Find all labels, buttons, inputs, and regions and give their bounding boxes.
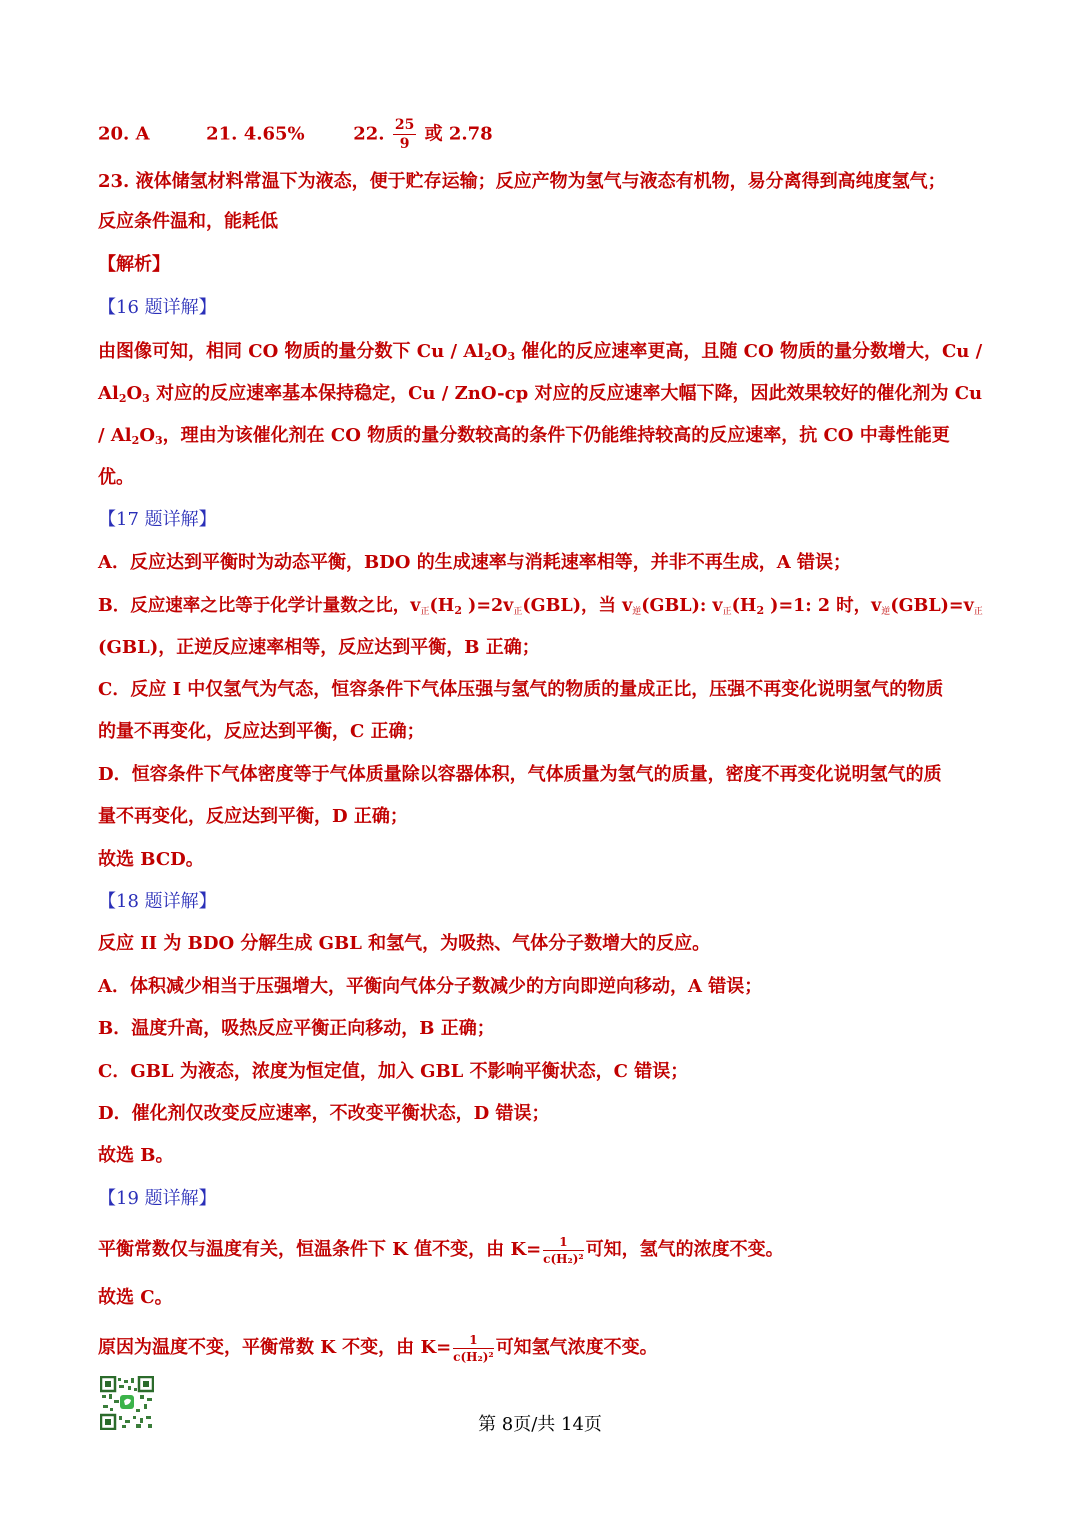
q19-line3 xyxy=(98,1328,658,1368)
subscript: 正 xyxy=(722,607,732,617)
q17-option-d-line2: 量不再变化，反应达到平衡，D 正确； xyxy=(98,806,408,827)
q17-option-a: A．反应达到平衡时为动态平衡，BDO 的生成速率与消耗速率相等，并非不再生成，A 错误； xyxy=(98,552,851,573)
q17-choice: 故选 BCD。 xyxy=(98,849,204,870)
q17-option-b-line2: (GBL)，正逆反应速率相等，反应达到平衡，B 正确； xyxy=(98,637,540,658)
text: O xyxy=(139,425,155,446)
text: Al xyxy=(98,383,119,404)
q17-header: 【17 题详解】 xyxy=(98,509,217,530)
q18-option-b: B．温度升高，吸热反应平衡正向移动，B 正确； xyxy=(98,1018,495,1039)
q18-option-d: D．催化剂仅改变反应速率，不改变平衡状态，D 错误； xyxy=(98,1103,550,1124)
subscript: 正 xyxy=(973,607,983,617)
answer-22-prefix: 22. xyxy=(353,123,385,145)
text: 由图像可知，相同 CO 物质的量分数下 Cu / Al xyxy=(98,341,485,362)
q18-option-c: C．GBL 为液态，浓度为恒定值，加入 GBL 不影响平衡状态，C 错误； xyxy=(98,1061,689,1082)
text: )=1: 2 时，v xyxy=(764,596,882,616)
analysis-header: 【解析】 xyxy=(98,254,170,275)
answer-22-suffix: 或 2.78 xyxy=(424,123,493,145)
text: (GBL)，当 v xyxy=(522,596,633,616)
q16-header: 【16 题详解】 xyxy=(98,297,217,318)
answer-23-line2: 反应条件温和，能耗低 xyxy=(98,211,278,232)
q19-line1 xyxy=(98,1230,784,1270)
q16-line2 xyxy=(98,382,982,406)
answer-20: 20. A xyxy=(98,123,150,145)
q17-option-c-line1: C．反应 I 中仅氢气为气态，恒容条件下气体压强与氢气的物质的量成正比，压强不再变化说明氢气的物质 xyxy=(98,679,944,700)
subscript: 2 xyxy=(454,604,462,617)
q17-option-b-line1 xyxy=(98,594,983,624)
q17-option-d-line1: D．恒容条件下气体密度等于气体质量除以容器体积，气体质量为氢气的质量，密度不再变化说明氢气的质 xyxy=(98,764,942,785)
q16-line1 xyxy=(98,340,982,364)
text: 对应的反应速率基本保持稳定，Cu / ZnO-cp 对应的反应速率大幅下降，因此效果较好的催化剂为 Cu xyxy=(149,383,983,404)
fraction-numerator: 25 xyxy=(394,117,415,133)
q18-header: 【18 题详解】 xyxy=(98,891,217,912)
text: / Al xyxy=(98,425,132,446)
text: 可知，氢气的浓度不变。 xyxy=(585,1239,784,1260)
text: ，理由为该催化剂在 CO 物质的量分数较高的条件下仍能维持较高的反应速率，抗 CO 中毒性能更 xyxy=(162,425,950,446)
q16-line3 xyxy=(98,424,950,448)
text: (GBL)=v xyxy=(890,596,974,616)
answer-21: 21. 4.65% xyxy=(206,123,305,145)
q19-choice: 故选 C。 xyxy=(98,1287,173,1308)
fraction-denominator: c(H₂)² xyxy=(453,1349,494,1364)
k-fraction xyxy=(543,1236,584,1265)
subscript: 2 xyxy=(118,392,127,405)
k-fraction xyxy=(453,1334,494,1363)
q16-line4: 优。 xyxy=(98,467,134,488)
fraction-denominator: c(H₂)² xyxy=(543,1251,584,1266)
subscript: 正 xyxy=(420,607,430,617)
text: 平衡常数仅与温度有关，恒温条件下 K 值不变，由 K= xyxy=(98,1239,542,1260)
q19-header: 【19 题详解】 xyxy=(98,1188,217,1209)
text: )=2v xyxy=(461,596,514,616)
subscript: 3 xyxy=(507,350,516,363)
q17-option-c-line2: 的量不再变化，反应达到平衡，C 正确； xyxy=(98,721,425,742)
fraction-numerator: 1 xyxy=(543,1236,584,1251)
answer-row xyxy=(98,118,493,151)
text: 催化的反应速率更高，且随 CO 物质的量分数增大，Cu / xyxy=(515,341,983,362)
text: (H xyxy=(429,596,455,616)
fraction-denominator: 9 xyxy=(399,136,410,152)
subscript: 逆 xyxy=(632,607,642,617)
subscript: 2 xyxy=(484,350,492,363)
answer-23-line1: 23. 液体储氢材料常温下为液态，便于贮存运输；反应产物为氢气与液态有机物，易分离得到高纯度氢气； xyxy=(98,171,946,192)
fraction-numerator: 1 xyxy=(453,1334,494,1349)
q18-option-a: A．体积减少相当于压强增大，平衡向气体分子数减少的方向即逆向移动，A 错误； xyxy=(98,976,763,997)
text: 原因为温度不变，平衡常数 K 不变，由 K= xyxy=(98,1337,452,1358)
q18-intro: 反应 II 为 BDO 分解生成 GBL 和氢气，为吸热、气体分子数增大的反应。 xyxy=(98,933,711,954)
q18-choice: 故选 B。 xyxy=(98,1145,174,1166)
subscript: 正 xyxy=(513,607,523,617)
answer-22-fraction xyxy=(393,118,416,151)
subscript: 3 xyxy=(142,392,150,405)
text: (GBL): v xyxy=(641,596,723,616)
text: O xyxy=(126,383,143,404)
subscript: 2 xyxy=(131,434,140,447)
subscript: 2 xyxy=(756,604,765,617)
text: O xyxy=(491,341,508,362)
text: B．反应速率之比等于化学计量数之比，v xyxy=(98,596,421,616)
page-number: 第 8页/共 14页 xyxy=(478,1414,602,1435)
text: 可知氢气浓度不变。 xyxy=(495,1337,658,1358)
text: (H xyxy=(731,596,757,616)
subscript: 逆 xyxy=(881,607,891,617)
subscript: 3 xyxy=(155,434,163,447)
